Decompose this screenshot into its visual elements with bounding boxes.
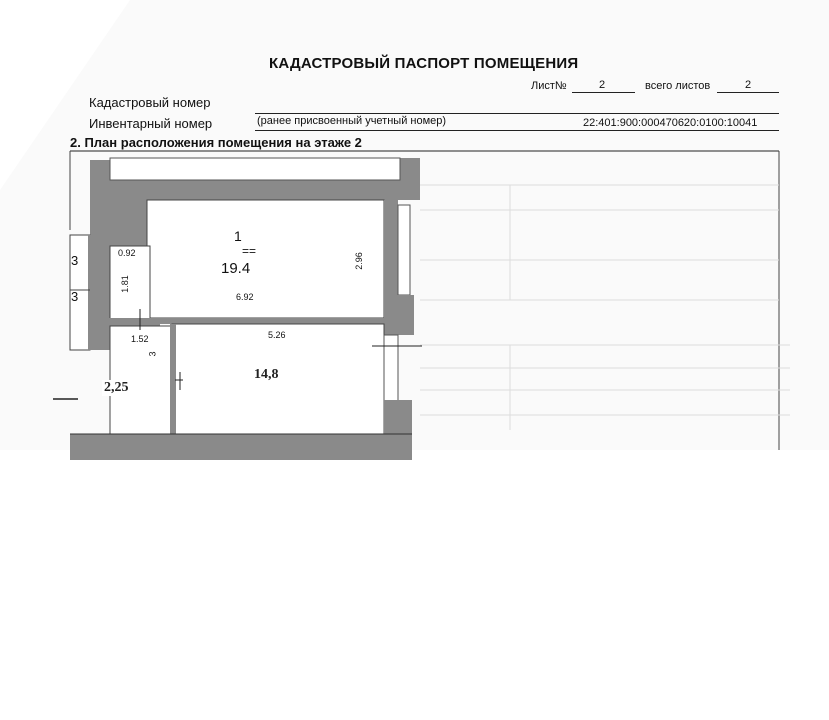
room-equals-mark: == [242,244,257,258]
handwritten-area-a: 2,25 [104,380,129,395]
handwritten-area-b: 14,8 [254,367,279,382]
sheet-number: 2 [599,79,606,91]
dim-3: 3 [147,351,158,357]
dim-5-26: 5.26 [268,330,286,340]
dim-1-81: 1.81 [119,275,130,293]
dim-6-92: 6.92 [236,292,254,302]
previous-number-value: 22:401:900:000470620:0100:10041 [583,117,758,129]
left-digit-2: 3 [71,289,79,304]
total-sheets: 2 [745,79,752,91]
dim-2-96: 2.96 [353,252,364,270]
dim-0-92: 0.92 [118,248,136,258]
room-number: 1 [234,228,242,244]
dim-1-52: 1.52 [131,334,149,344]
total-sheets-label: всего листов [645,80,711,92]
document-title: КАДАСТРОВЫЙ ПАСПОРТ ПОМЕЩЕНИЯ [269,55,579,72]
room-area: 19.4 [221,260,251,277]
cadastral-number-label: Кадастровый номер [89,95,211,110]
previous-number-note: (ранее присвоенный учетный номер) [257,115,447,127]
sheet-label: Лист№ [531,80,567,92]
inventory-number-label: Инвентарный номер [89,116,213,131]
section-title: 2. План расположения помещения на этаже 2 [70,135,362,150]
left-digit-1: 3 [71,253,79,268]
